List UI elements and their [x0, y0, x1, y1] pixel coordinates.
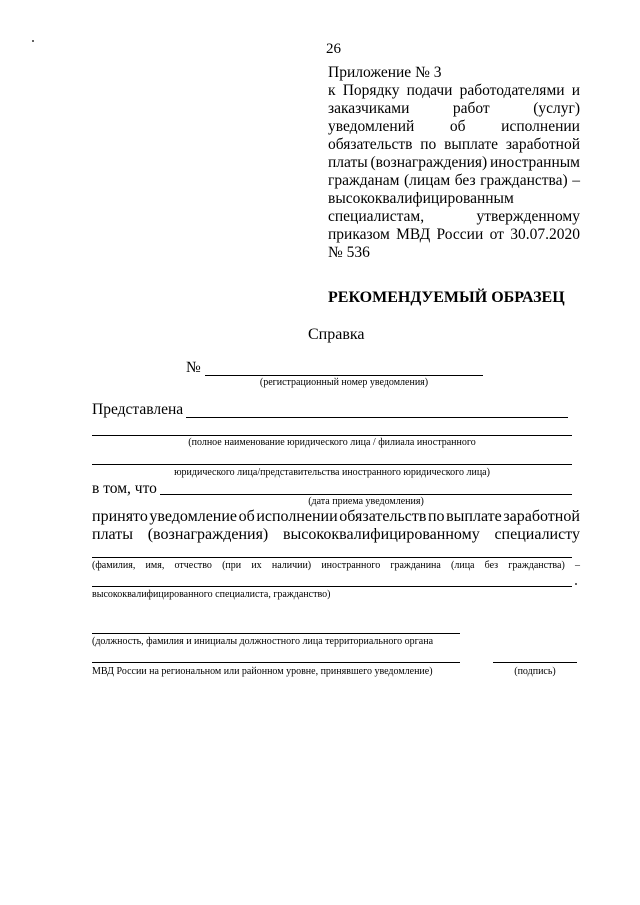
- official-caption-1: (должность, фамилия и инициалы должностного лица территориального органа: [92, 636, 434, 647]
- organization-caption-1: (полное наименование юридического лица / филиала иностранного: [188, 437, 476, 448]
- document-title: Справка: [308, 326, 365, 343]
- appendix-line: № 536: [328, 244, 370, 261]
- specialist-name-field[interactable]: [92, 557, 572, 558]
- signature-caption: (подпись): [514, 666, 556, 677]
- signature-field[interactable]: [493, 662, 577, 663]
- presented-field[interactable]: [186, 417, 568, 418]
- body-line-1: принято уведомление об исполнении обязательств по выплате заработной: [92, 508, 580, 525]
- appendix-line: приказом МВД России от 30.07.2020: [328, 226, 580, 243]
- appendix-line: высококвалифицированным: [328, 190, 514, 207]
- date-field[interactable]: [160, 494, 572, 495]
- appendix-line: уведомлений об исполнении: [328, 118, 580, 135]
- organization-caption-2: юридического лица/представительства иностранного юридического лица): [174, 467, 490, 478]
- appendix-line: специалистам, утвержденному: [328, 208, 580, 225]
- official-caption-2: МВД России на региональном или районном уровне, принявшего уведомление): [92, 666, 433, 677]
- appendix-line: обязательств по выплате заработной: [328, 136, 580, 153]
- scan-speck: [575, 583, 577, 585]
- sample-heading: РЕКОМЕНДУЕМЫЙ ОБРАЗЕЦ: [328, 289, 565, 306]
- appendix-title: Приложение № 3: [328, 64, 442, 81]
- organization-field[interactable]: [92, 435, 572, 436]
- registration-number-caption: (регистрационный номер уведомления): [259, 377, 429, 388]
- date-caption: (дата приема уведомления): [308, 496, 424, 507]
- scan-speck: [32, 40, 34, 42]
- presented-label: Представлена: [92, 401, 184, 418]
- organization-field-2[interactable]: [92, 464, 572, 465]
- official-field-2[interactable]: [92, 662, 460, 663]
- official-field[interactable]: [92, 633, 460, 634]
- registration-number-field[interactable]: [205, 375, 483, 376]
- specialist-caption-2: высококвалифицированного специалиста, гражданство): [92, 589, 331, 600]
- appendix-line: заказчиками работ (услуг): [328, 100, 580, 117]
- specialist-caption-1: (фамилия, имя, отчество (при их наличии) иностранного гражданина (лица без гражданства) –: [92, 560, 580, 571]
- body-line-2: платы (вознаграждения) высококвалифицированному специалисту: [92, 526, 580, 543]
- specialist-name-field-2[interactable]: [92, 586, 572, 587]
- in-that-label: в том, что: [92, 480, 157, 497]
- appendix-line: к Порядку подачи работодателями и: [328, 82, 580, 99]
- appendix-line: платы (вознаграждения) иностранным: [328, 154, 580, 171]
- page-number: 26: [326, 41, 341, 57]
- appendix-line: гражданам (лицам без гражданства) –: [328, 172, 580, 189]
- number-sign: №: [186, 359, 201, 376]
